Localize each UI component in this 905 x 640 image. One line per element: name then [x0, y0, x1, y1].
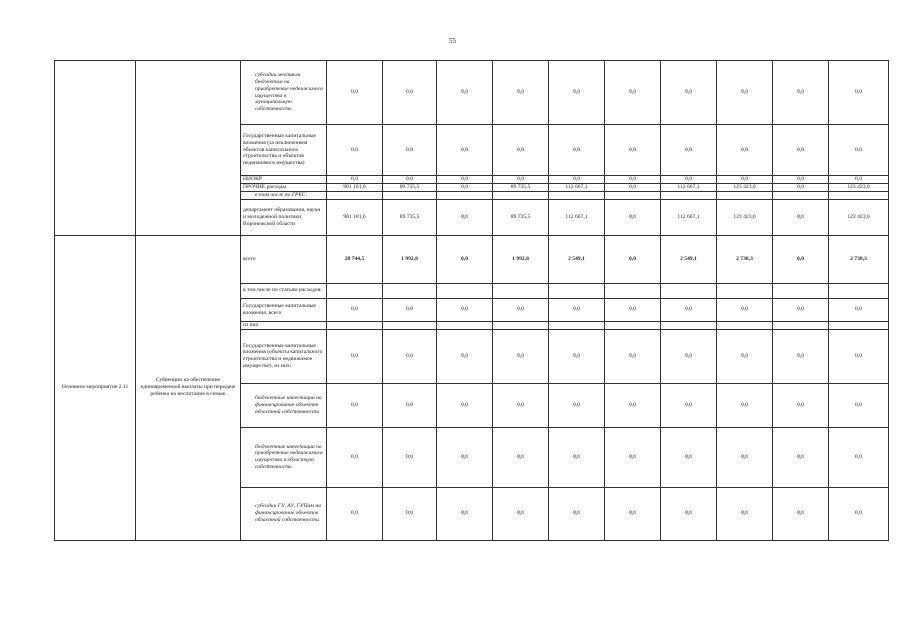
- value-cell: 0,0: [383, 329, 437, 383]
- value-cell: [383, 283, 437, 298]
- value-cell: 0,0: [773, 329, 829, 383]
- value-cell: 0,0: [605, 298, 661, 321]
- value-cell: [773, 321, 829, 329]
- value-cell: 0,0: [437, 298, 493, 321]
- value-cell: 0,0: [549, 427, 605, 487]
- value-cell: 112 667,1: [549, 199, 605, 235]
- value-cell: 0,0: [773, 298, 829, 321]
- value-cell: 0,0: [493, 176, 549, 184]
- value-cell: [437, 191, 493, 199]
- value-cell: 89 735,5: [383, 199, 437, 235]
- value-cell: 0,0: [829, 427, 889, 487]
- value-cell: [773, 191, 829, 199]
- value-cell: 0,0: [829, 329, 889, 383]
- value-cell: [493, 283, 549, 298]
- value-cell: 0,0: [829, 383, 889, 427]
- value-cell: 0,0: [829, 125, 889, 176]
- empty-name-cell: [136, 61, 241, 236]
- expense-label-cell: департамент образования, науки и молодежной политики Воронежской области: [241, 199, 327, 235]
- value-cell: 0,0: [773, 427, 829, 487]
- value-cell: 0,0: [383, 383, 437, 427]
- value-cell: 0,0: [549, 176, 605, 184]
- value-cell: 0,0: [383, 61, 437, 125]
- value-cell: 0,0: [327, 176, 383, 184]
- value-cell: 0,0: [327, 329, 383, 383]
- value-cell: 0,0: [605, 125, 661, 176]
- value-cell: 123 423,0: [829, 199, 889, 235]
- value-cell: 0,0: [717, 427, 773, 487]
- value-cell: 0,0: [773, 125, 829, 176]
- event-code-cell: Основное мероприятие 2.11: [55, 235, 136, 540]
- value-cell: 1 992,8: [493, 235, 549, 283]
- value-cell: 2 738,3: [829, 235, 889, 283]
- value-cell: [661, 191, 717, 199]
- value-cell: 0,0: [773, 61, 829, 125]
- value-cell: 0,0: [549, 298, 605, 321]
- value-cell: 123 423,0: [717, 183, 773, 191]
- value-cell: 901 181,6: [327, 199, 383, 235]
- expense-label-cell: субсидии ГУ, АУ, ГУПам на финансирование объектов областной собственности: [241, 487, 327, 540]
- budget-table: [54, 60, 889, 541]
- value-cell: 0,0: [605, 329, 661, 383]
- expense-label-cell: бюджетные инвестиции на приобретение недвижимого имущества в областную собственность: [241, 427, 327, 487]
- value-cell: [773, 283, 829, 298]
- value-cell: [549, 321, 605, 329]
- value-cell: [493, 321, 549, 329]
- value-cell: 89 735,5: [383, 183, 437, 191]
- value-cell: 0,0: [717, 383, 773, 427]
- value-cell: 0,0: [493, 298, 549, 321]
- value-cell: 0,0: [773, 487, 829, 540]
- value-cell: 0,0: [605, 199, 661, 235]
- value-cell: [605, 191, 661, 199]
- value-cell: [383, 321, 437, 329]
- value-cell: [383, 191, 437, 199]
- value-cell: 0,0: [549, 329, 605, 383]
- value-cell: 901 181,6: [327, 183, 383, 191]
- value-cell: [717, 321, 773, 329]
- value-cell: 112 667,1: [549, 183, 605, 191]
- value-cell: 0,0: [493, 427, 549, 487]
- value-cell: [493, 191, 549, 199]
- value-cell: [549, 283, 605, 298]
- value-cell: 0,0: [829, 61, 889, 125]
- value-cell: 0,0: [327, 383, 383, 427]
- value-cell: 0,0: [437, 235, 493, 283]
- value-cell: 0,0: [383, 176, 437, 184]
- value-cell: 0,0: [605, 183, 661, 191]
- value-cell: 0,0: [437, 61, 493, 125]
- value-cell: 0,0: [773, 235, 829, 283]
- value-cell: [661, 283, 717, 298]
- value-cell: 0,0: [605, 176, 661, 184]
- value-cell: 0,0: [661, 329, 717, 383]
- value-cell: 0,0: [383, 125, 437, 176]
- expense-label-cell: в том числе по ГРБС:: [241, 191, 327, 199]
- value-cell: [327, 321, 383, 329]
- value-cell: 0,0: [605, 61, 661, 125]
- value-cell: 0,0: [773, 183, 829, 191]
- value-cell: 0,0: [493, 61, 549, 125]
- empty-code-cell: [55, 61, 136, 236]
- value-cell: [717, 191, 773, 199]
- value-cell: 0,0: [661, 383, 717, 427]
- value-cell: 0,0: [437, 383, 493, 427]
- expense-label-cell: НИОКР: [241, 176, 327, 184]
- value-cell: 0,0: [717, 329, 773, 383]
- value-cell: 0,0: [383, 427, 437, 487]
- value-cell: 0,0: [661, 427, 717, 487]
- event-name-cell: Субвенции на обеспечение единовременной выплаты при передаче ребенка на воспитание в семью: [136, 235, 241, 540]
- value-cell: 0,0: [493, 125, 549, 176]
- value-cell: [605, 283, 661, 298]
- value-cell: 0,0: [549, 487, 605, 540]
- expense-label-cell: субсидии местным бюджетам на приобретение недвижимого имущества в муниципальную собственность: [241, 61, 327, 125]
- value-cell: 0,0: [661, 298, 717, 321]
- value-cell: 0,0: [717, 176, 773, 184]
- value-cell: 0,0: [773, 199, 829, 235]
- value-cell: 123 423,0: [717, 199, 773, 235]
- value-cell: 89 735,5: [493, 183, 549, 191]
- value-cell: 2 738,3: [717, 235, 773, 283]
- value-cell: 0,0: [717, 125, 773, 176]
- value-cell: [717, 283, 773, 298]
- value-cell: 0,0: [605, 487, 661, 540]
- value-cell: 0,0: [773, 383, 829, 427]
- value-cell: 1 992,8: [383, 235, 437, 283]
- expense-label-cell: в том числе по статьям расходов:: [241, 283, 327, 298]
- value-cell: 0,0: [661, 487, 717, 540]
- value-cell: 2 549,1: [661, 235, 717, 283]
- value-cell: 0,0: [327, 61, 383, 125]
- value-cell: [437, 283, 493, 298]
- value-cell: 0,0: [549, 61, 605, 125]
- value-cell: 0,0: [327, 427, 383, 487]
- value-cell: 0,0: [437, 427, 493, 487]
- expense-label-cell: Государственные капитальные вложения (за исключением объектов капитального строительства и объектов недвижимого имущества): [241, 125, 327, 176]
- value-cell: 0,0: [383, 487, 437, 540]
- value-cell: 0,0: [437, 199, 493, 235]
- value-cell: 0,0: [437, 176, 493, 184]
- value-cell: [661, 321, 717, 329]
- value-cell: 0,0: [605, 235, 661, 283]
- value-cell: 0,0: [717, 298, 773, 321]
- value-cell: 0,0: [773, 176, 829, 184]
- table-row: [55, 61, 889, 125]
- value-cell: 0,0: [829, 176, 889, 184]
- value-cell: [327, 283, 383, 298]
- value-cell: 0,0: [383, 298, 437, 321]
- value-cell: [829, 283, 889, 298]
- value-cell: 0,0: [605, 383, 661, 427]
- value-cell: [549, 191, 605, 199]
- page-number: 55: [449, 37, 456, 45]
- table-row: [55, 235, 889, 283]
- value-cell: 0,0: [493, 383, 549, 427]
- value-cell: 0,0: [437, 487, 493, 540]
- value-cell: 0,0: [661, 125, 717, 176]
- value-cell: 0,0: [437, 183, 493, 191]
- value-cell: 0,0: [327, 125, 383, 176]
- expense-label-cell: всего: [241, 235, 327, 283]
- value-cell: 0,0: [605, 427, 661, 487]
- value-cell: 0,0: [437, 125, 493, 176]
- value-cell: 0,0: [549, 125, 605, 176]
- value-cell: 0,0: [493, 329, 549, 383]
- value-cell: 0,0: [717, 487, 773, 540]
- value-cell: 0,0: [661, 176, 717, 184]
- value-cell: 123 423,0: [829, 183, 889, 191]
- expense-label-cell: из них: [241, 321, 327, 329]
- value-cell: 0,0: [717, 61, 773, 125]
- value-cell: [327, 191, 383, 199]
- value-cell: 0,0: [493, 487, 549, 540]
- value-cell: 112 667,1: [661, 199, 717, 235]
- value-cell: 0,0: [327, 298, 383, 321]
- value-cell: [829, 321, 889, 329]
- value-cell: 28 744,5: [327, 235, 383, 283]
- value-cell: 0,0: [661, 61, 717, 125]
- value-cell: 112 667,1: [661, 183, 717, 191]
- value-cell: 0,0: [327, 487, 383, 540]
- value-cell: 0,0: [829, 298, 889, 321]
- expense-label-cell: ПРОЧИЕ расходы: [241, 183, 327, 191]
- value-cell: 0,0: [437, 329, 493, 383]
- value-cell: [829, 191, 889, 199]
- expense-label-cell: Государственные капитальные вложения (объекты капитального строительства и недвижимое имущество), из них:: [241, 329, 327, 383]
- expense-label-cell: Государственные капитальные вложения, всего: [241, 298, 327, 321]
- value-cell: 2 549,1: [549, 235, 605, 283]
- value-cell: 89 735,5: [493, 199, 549, 235]
- value-cell: 0,0: [549, 383, 605, 427]
- value-cell: 0,0: [829, 487, 889, 540]
- expense-label-cell: бюджетные инвестиции на финансирование объектов областной собственности: [241, 383, 327, 427]
- value-cell: [437, 321, 493, 329]
- value-cell: [605, 321, 661, 329]
